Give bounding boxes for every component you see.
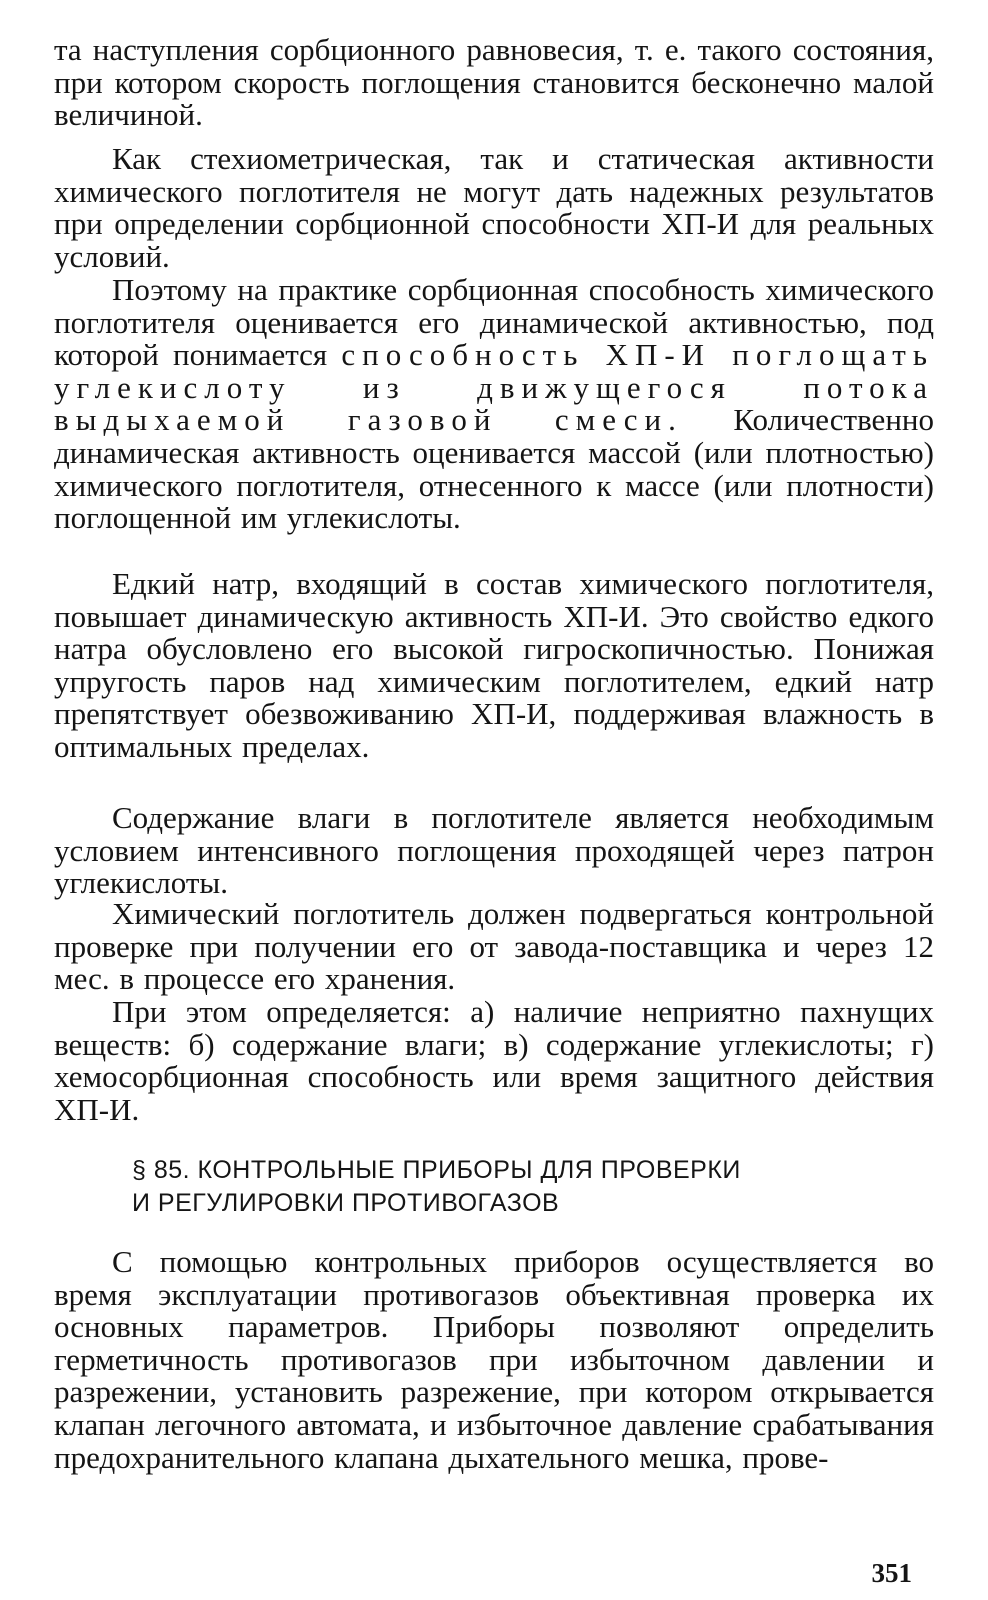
paragraph-moisture-content: Содержание влаги в поглотителе является необходимым условием интенсивного поглощения проходящей через патрон углекислоты.: [54, 800, 934, 901]
paragraph-dynamic-activity: [54, 274, 934, 535]
section-heading-line-1: § 85. КОНТРОЛЬНЫЕ ПРИБОРЫ ДЛЯ ПРОВЕРКИ: [132, 1156, 741, 1184]
paragraph-control-devices: С помощью контрольных приборов осуществляется во время эксплуатации противогазов объективная проверка их основных параметров. Приборы позволяют определить герметичность противогазов при избыточном давлении и разрежении, установить разрежение, при котором открывается клапан легочного автомата, и избыточное давление срабатывания предохранительного клапана дыхательного мешка, прове-: [54, 1244, 934, 1475]
paragraph-determined-items: При этом определяется: а) наличие неприятно пахнущих веществ: б) содержание влаги; в) содержание углекислоты; г) хемосорбционная способность или время защитного действия ХП-И.: [54, 994, 934, 1127]
book-page: [54, 32, 934, 1588]
paragraph-stoichiometric-activity: Как стехиометрическая, так и статическая активности химического поглотителя не могут дать надежных результатов при определении сорбционной способности ХП-И для реальных условий.: [54, 141, 934, 274]
paragraph-sorption-equilibrium: та наступления сорбционного равновесия, т. е. такого состояния, при котором скорость поглощения становится бесконечно малой величиной.: [54, 32, 934, 133]
spaced-emphasis-text: способность ХП-И поглощать углекислоту из движущегося потока выдыхаемой газовой смеси.: [54, 337, 934, 438]
paragraph-dynamic-activity-end: Количественно динамическая активность оценивается массой (или плотностью) химического поглотителя, отнесенного к массе (или плотности) поглощенной им углекислоты.: [54, 402, 934, 536]
paragraph-caustic-soda: Едкий натр, входящий в состав химического поглотителя, повышает динамическую активность ХП-И. Это свойство едкого натра обусловлено его высокой гигроскопичностью. Понижая упругость паров над химическим поглотителем, едкий натр препятствует обезвоживанию ХП-И, поддерживая влажность в оптимальных пределах.: [54, 566, 934, 764]
paragraph-dynamic-activity-start: Поэтому на практике сорбционная способность химического поглотителя оценивается его динамической активностью, под которой понимается: [54, 272, 934, 373]
section-heading-line-2: И РЕГУЛИРОВКИ ПРОТИВОГАЗОВ: [132, 1189, 560, 1217]
section-heading: [132, 1154, 741, 1220]
paragraph-control-check: Химический поглотитель должен подвергаться контрольной проверке при получении его от завода-поставщика и через 12 мес. в процессе его хранения.: [54, 896, 934, 997]
page-number: 351: [871, 1558, 912, 1588]
